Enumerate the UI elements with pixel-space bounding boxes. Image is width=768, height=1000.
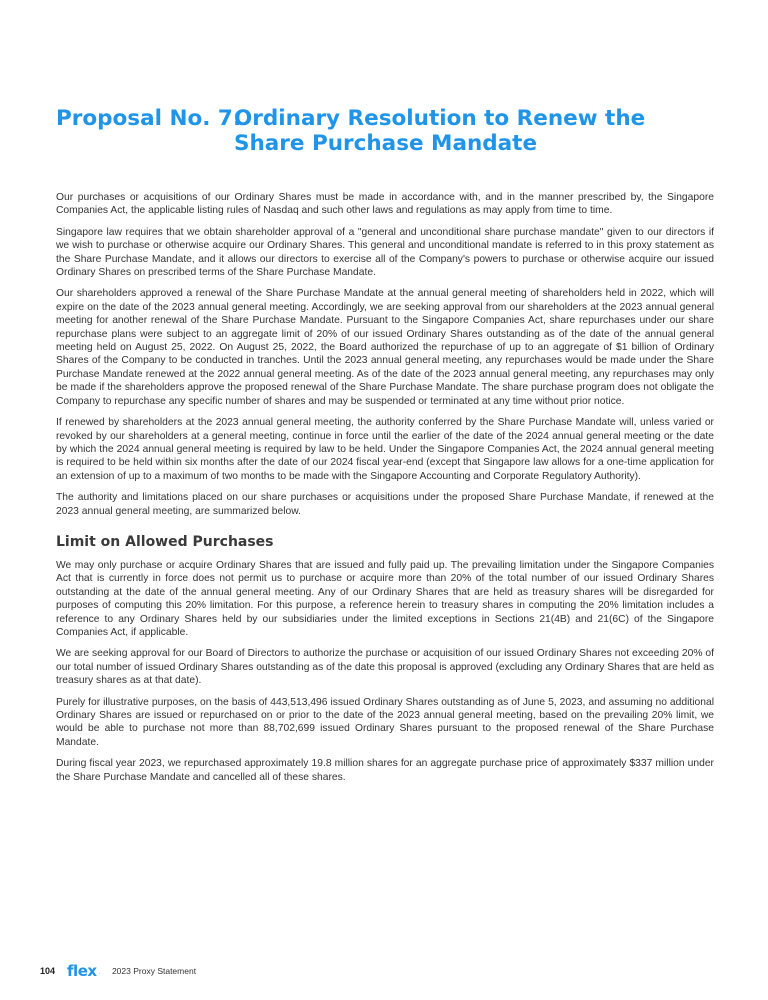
paragraph: We are seeking approval for our Board of Directors to authorize the purchase or acquisition of our issued Ordinary Shares not exceeding 20% of our total number of issued Ordinary Shares outstanding as of the date this proposal is approved (excluding any Ordinary Shares that are held as treasury shares as at that date). xyxy=(56,648,714,687)
paragraph: We may only purchase or acquire Ordinary Shares that are issued and fully paid up. The prevailing limitation under the Singapore Companies Act that is currently in force does not permit us to purchase or acquire more than 20% of the total number of our issued Ordinary Shares outstanding at the date of the annual general meeting. Any of our Ordinary Shares that are held as treasury shares will be disregarded for purposes of computing this 20% limitation. For this purpose, a reference herein to treasury shares in computing the 20% limitation includes a reference to any Ordinary Shares held by our subsidiaries under the limited exceptions in Sections 21(4B) and 21(6C) of the Singapore Companies Act, if applicable. xyxy=(56,559,714,638)
paragraph: During fiscal year 2023, we repurchased approximately 19.8 million shares for an aggregate purchase price of approximately $337 million under the Share Purchase Mandate and cancelled all of these shares. xyxy=(56,758,714,783)
proposal-title: Ordinary Resolution to Renew the Share Purchase Mandate xyxy=(234,106,646,156)
document-name: 2023 Proxy Statement xyxy=(111,966,197,976)
paragraph: If renewed by shareholders at the 2023 annual general meeting, the authority conferred by the Share Purchase Mandate will, unless varied or revoked by our shareholders at a general meeting, continue in force until the earlier of the date of the 2024 annual general meeting or the date by which the 2024 annual general meeting is required by law to be held. Under the Singapore Companies Act, the 2024 annual general meeting is required to be held within six months after the date of our 2024 fiscal year-end (except that Singapore law allows for a one-time application for an extension of up to a maximum of two months to be made with the Singapore Accounting and Corporate Regulatory Authority). xyxy=(56,417,714,482)
section-heading: Limit on Allowed Purchases xyxy=(56,533,274,550)
paragraph: Purely for illustrative purposes, on the basis of 443,513,496 issued Ordinary Shares outstanding as of June 5, 2023, and assuming no additional Ordinary Shares are issued or repurchased on or prior to the date of the 2023 annual general meeting, based on the prevailing 20% limit, we would be able to purchase not more than 88,702,699 issued Ordinary Shares pursuant to the proposed renewal of the Share Purchase Mandate. xyxy=(56,696,714,748)
paragraph: Our shareholders approved a renewal of the Share Purchase Mandate at the annual general meeting of shareholders held in 2022, which will expire on the date of the 2023 annual general meeting. Accordingly, we are seeking approval from our shareholders at the 2023 annual general meeting for another renewal of the Share Purchase Mandate. Pursuant to the Singapore Companies Act, share repurchases under our share repurchase plans were subject to an aggregate limit of 20% of our issued Ordinary Shares outstanding as of the date of the annual general meeting held on August 25, 2022. On August 25, 2022, the Board authorized the repurchase of up to an aggregate of $1 billion of Ordinary Shares of the Company to be conducted in tranches. Until the 2023 annual general meeting, any repurchases would be made under the Share Purchase Mandate renewed at the 2022 annual general meeting. As of the date of the 2023 annual general meeting, any repurchases may only be made if the shareholders approve the proposed renewal of the Share Purchase Mandate. The share purchase program does not obligate the Company to repurchase any specific number of shares and may be suspended or terminated at any time without prior notice. xyxy=(56,288,714,407)
logo-mark: . xyxy=(98,970,100,976)
page-footer xyxy=(40,964,196,978)
flex-logo: flex xyxy=(67,962,97,980)
paragraph: The authority and limitations placed on our share purchases or acquisitions under the proposed Share Purchase Mandate, if renewed at the 2023 annual general meeting, are summarized below. xyxy=(56,492,714,517)
proposal-number: Proposal No. 7: xyxy=(56,106,242,131)
paragraph: Our purchases or acquisitions of our Ordinary Shares must be made in accordance with, and in the manner prescribed by, the Singapore Companies Act, the applicable listing rules of Nasdaq and such other laws and regulations as may apply from time to time. xyxy=(56,192,714,217)
proposal-heading xyxy=(56,106,716,156)
body-content xyxy=(56,191,714,792)
paragraph: Singapore law requires that we obtain shareholder approval of a "general and unconditional share purchase mandate" given to our directors if we wish to purchase or otherwise acquire our Ordinary Shares. This general and unconditional mandate is referred to in this proxy statement as the Share Purchase Mandate, and it allows our directors to exercise all of the Company's powers to purchase or otherwise acquire our issued Ordinary Shares on prescribed terms of the Share Purchase Mandate. xyxy=(56,226,714,279)
page-number: 104 xyxy=(40,966,56,976)
